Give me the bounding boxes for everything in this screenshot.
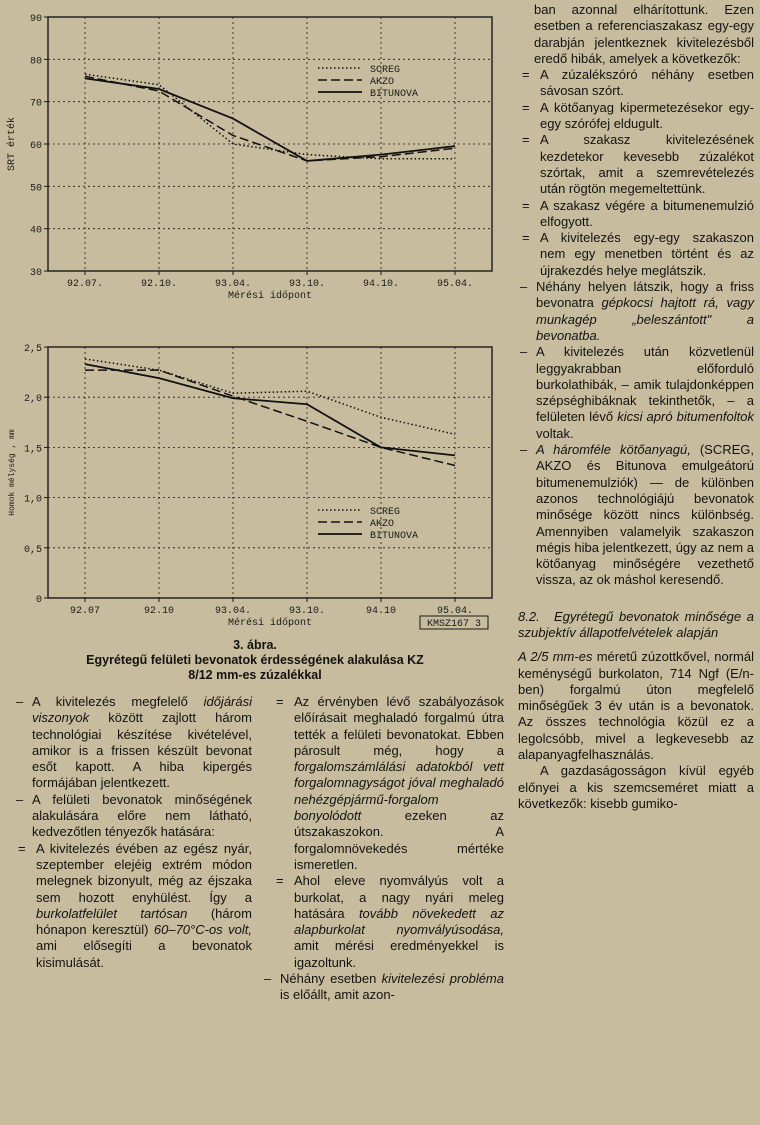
y-tick-label: 40 bbox=[29, 225, 42, 237]
list-item: = A szakasz végére a bitumenemulzió elfogyott. bbox=[518, 198, 754, 231]
x-tick-label: 93.10. bbox=[288, 606, 326, 617]
section-title: Egyrétegű bevonatok minősége a szubjektív állapotfelvételek alapján bbox=[518, 608, 754, 640]
y-tick-label: 30 bbox=[29, 268, 42, 279]
legend-label: AKZO bbox=[370, 519, 395, 530]
legend-label: BITUNOVA bbox=[370, 89, 419, 100]
y-tick-label: 2,0 bbox=[23, 394, 42, 406]
x-tick-label: 94.10. bbox=[362, 279, 400, 290]
paragraph: A gazdaságosságon kívül egyéb előnyei a kis szemcseméret miatt a következők: kisebb gumiko- bbox=[518, 763, 754, 811]
list-item: – A háromféle kötőanyagú, (SCREG, AKZO és Bitunova emulgeátorú bitumenemulziók) — de különben azonos technológiájú bevonatok minősége között nincs különbség. Amennyiben valamelyik szakaszon mégis hiba jelentkezett, úgy az nem a kötőanyag minőségére vezethető vissza, az ok máshol keresendő. bbox=[518, 442, 754, 589]
chart-sand-depth-svg bbox=[0, 330, 500, 635]
list-item: = A kötőanyag kipermetezésekor egy-egy szórófej eldugult. bbox=[518, 100, 754, 133]
text-column-2 bbox=[262, 694, 504, 1004]
x-tick-label: 93.10. bbox=[288, 279, 326, 290]
x-tick-label: 92.07. bbox=[66, 279, 104, 290]
list-item: = A kivitelezés egy-egy szakaszon nem egy menetben történt és az újrakezdés helye meglátszik. bbox=[518, 230, 754, 279]
chart-srt-svg bbox=[0, 0, 500, 310]
chart-sand-depth bbox=[0, 330, 500, 635]
list-item: – Néhány helyen látszik, hogy a friss bevonatra gépkocsi hajtott rá, vagy munkagép „beleszántott" a bevonatba. bbox=[518, 279, 754, 344]
y-axis-label: SRT érték bbox=[7, 116, 18, 172]
x-tick-label: 94.10 bbox=[365, 606, 397, 617]
list-item: – A kivitelezés után közvetlenül leggyakrabban előforduló burkolathibák, – amik tulajdonképpen szépséghibáknak tekinthetők, – a felületen lévő kicsi apró bitumenfoltok voltak. bbox=[518, 344, 754, 442]
y-tick-label: 0,5 bbox=[23, 544, 42, 556]
series-line-bitunova bbox=[85, 364, 455, 455]
section-heading bbox=[518, 609, 754, 642]
x-tick-label: 95.04. bbox=[436, 279, 474, 290]
list-item: = Ahol eleve nyomvályús volt a burkolat, a nagy nyári meleg hatására tovább növekedett az alapburkolat nyomvályúsodása, amit mérési eredményekkel is igazoltunk. bbox=[272, 873, 504, 971]
y-tick-label: 2,5 bbox=[23, 344, 42, 355]
paragraph: A 2/5 mm-es méretű zúzottkővel, normál keménységű burkolaton, 714 Ngf (E/n-ben) forgalmú úton megfelelő minőségűek 3 év után is a bevonatok. Az összes technológia közül ez a legolcsóbb, mivel a legkevesebb az alapanyagfelhasználás. bbox=[518, 649, 754, 763]
text-column-1 bbox=[14, 694, 252, 971]
x-tick-label: 92.10 bbox=[143, 606, 175, 617]
y-tick-label: 0 bbox=[35, 595, 42, 606]
figure-caption bbox=[0, 638, 510, 683]
list-item: = A zúzalékszóró néhány esetben sávosan szórt. bbox=[518, 67, 754, 100]
figure-number: 3. ábra. bbox=[233, 638, 277, 652]
x-axis-label: Mérési időpont bbox=[227, 618, 313, 629]
legend-label: SCREG bbox=[370, 65, 401, 76]
list-item: = A szakasz kivitelezésének kezdetekor kevesebb zúzalékot szórtak, amit a szemrevételezés után rögtön megemeltettünk. bbox=[518, 132, 754, 197]
plot-frame bbox=[48, 347, 492, 598]
y-tick-label: 60 bbox=[29, 141, 42, 152]
figure-title: Egyrétegű felületi bevonatok érdességének alakulása KZ 8/12 mm-es zúzalékkal bbox=[86, 653, 424, 682]
x-tick-label: 95.04. bbox=[436, 606, 474, 617]
y-tick-label: 1,5 bbox=[23, 444, 42, 456]
x-tick-label: 92.07 bbox=[69, 606, 101, 617]
list-item: = Az érvényben lévő szabályozások előírásait meghaladó forgalmú útra tették a felületi bevonatokat. Ebben párosult még, hogy a forgalomszámlálási adatokból vett forgalomnagyságot jóval meghaladó nehézgépjármű-forgalom bonyolódott ezeken az útszakaszokon. A forgalomnövekedés mértéke ismeretlen. bbox=[272, 694, 504, 873]
x-tick-label: 93.04. bbox=[214, 279, 252, 290]
legend-label: AKZO bbox=[370, 77, 395, 88]
figure-stamp: KMSZ167 3 bbox=[426, 619, 482, 630]
y-tick-label: 70 bbox=[29, 98, 42, 110]
x-tick-label: 92.10. bbox=[140, 279, 178, 290]
list-item: – Néhány esetben kivitelezési probléma is előállt, amit azon- bbox=[262, 971, 504, 1004]
section-number: 8.2. bbox=[518, 608, 540, 624]
legend-label: BITUNOVA bbox=[370, 531, 419, 542]
y-axis-label: Homok mélység , mm bbox=[8, 429, 17, 516]
y-tick-label: 90 bbox=[29, 14, 42, 25]
text-column-3 bbox=[518, 2, 754, 812]
paragraph: ban azonnal elhárítottunk. Ezen esetben a referenciaszakasz egy-egy darabján jelentkeznek kivitelezésből eredő hibák, amelyek a következők: bbox=[534, 2, 754, 66]
x-axis-label: Mérési időpont bbox=[227, 291, 313, 302]
y-tick-label: 80 bbox=[29, 56, 42, 68]
chart-srt bbox=[0, 0, 500, 310]
list-item: – A kivitelezés megfelelő időjárási viszonyok között zajlott három technológiai készítése kivételével, amikor is a frissen készült bevonat esőt kapott. A hiba kipergés formájában jelentkezett. bbox=[14, 694, 252, 792]
y-tick-label: 50 bbox=[29, 183, 42, 195]
y-tick-label: 1,0 bbox=[23, 494, 42, 506]
list-item: = A kivitelezés évében az egész nyár, szeptember elejéig extrém módon melegnek bizonyult, még az éjszaka sem hozott enyhülést. Így a burkolatfelület tartósan (három hónapon keresztül) 60–70°C-os volt, ami elősegíti a bevonatok kisimulását. bbox=[14, 841, 252, 971]
x-tick-label: 93.04. bbox=[214, 606, 252, 617]
series-line-akzo bbox=[85, 370, 455, 465]
legend-label: SCREG bbox=[370, 507, 401, 518]
list-item: – A felületi bevonatok minőségének alakulására előre nem látható, kedvezőtlen tényezők hatására: bbox=[14, 792, 252, 841]
